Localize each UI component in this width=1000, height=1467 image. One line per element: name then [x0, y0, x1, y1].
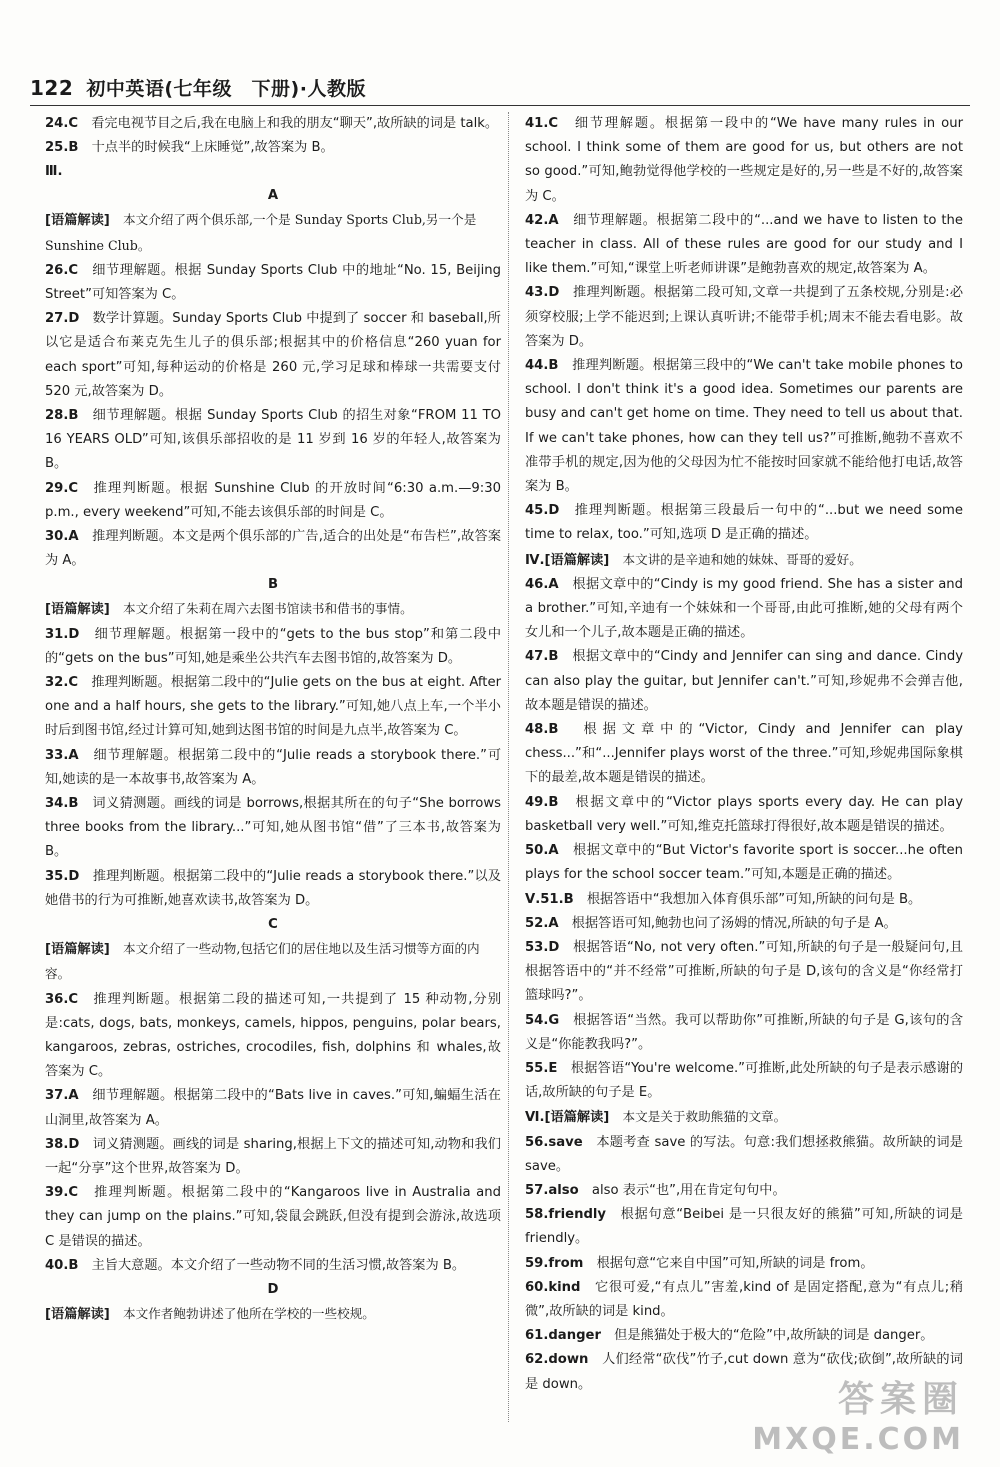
answer-number: 46.A: [525, 576, 559, 592]
answer-explanation: 数学计算题。Sunday Sports Club 中提到了 soccer 和 baseball,所以它是适合布莱克先生儿子的俱乐部;根据其中的价格信息“260 yuan for each sport”可知,每种运动的价格是 260 元,学习足球和棒球一共需要支付 520 元,故答案为 D。: [45, 311, 501, 399]
answer-explanation: 根据文章中的“Cindy is my good friend. She has a sister and a brother.”可知,辛迪有一个妹妹和一个哥哥,由此可推断,她的父母有两个女儿和一个儿子,故本题是正确的描述。: [525, 576, 964, 641]
answer-entry: [45, 1133, 501, 1181]
answer-entry: [525, 573, 963, 646]
answer-explanation: 细节理解题。根据第二段中的“Bats live in caves.”可知,蝙蝠生活在山洞里,故答案为 A。: [45, 1088, 501, 1128]
answer-entry: [525, 1179, 963, 1203]
answer-entry: [525, 912, 963, 936]
answer-entry: [525, 281, 963, 354]
section-letter: D: [267, 1281, 279, 1297]
answer-number: 42.A: [525, 212, 559, 228]
answer-explanation: 但是熊猫处于极大的“危险”中,故所缺的词是 danger。: [614, 1328, 934, 1344]
answer-number: 61.danger: [525, 1328, 601, 1344]
left-column: [45, 112, 501, 1327]
answer-explanation: 人们经常“砍伐”竹子,cut down 意为“砍伐;砍倒”,故所缺的词是 down。: [525, 1352, 963, 1392]
book-title: 初中英语(七年级 下册)·人教版: [86, 78, 366, 100]
answer-number: 38.D: [45, 1136, 80, 1152]
answer-explanation: 细节理解题。根据第二段中的“...and we have to listen to the teacher in class. All of these rules are good for our study and I like them.”可知,“课堂上听老师讲课”是鲍勃喜欢的规定,故答案为 A。: [525, 212, 963, 277]
watermark-cn: 答案圈: [837, 1379, 964, 1420]
answer-number: 49.B: [525, 794, 559, 810]
answer-entry: [525, 1324, 963, 1348]
answer-entry: [45, 1254, 501, 1278]
answer-entry: [525, 112, 963, 209]
answer-explanation: 主旨大意题。本文介绍了一些动物不同的生活习惯,故答案为 B。: [91, 1257, 466, 1273]
answer-entry: [525, 209, 963, 282]
summary-text: 本文介绍了朱莉在周六去图书馆读书和借书的事情。: [123, 601, 413, 617]
answer-entry: [525, 1276, 963, 1324]
passage-summary: [45, 208, 501, 258]
column-divider: [508, 112, 509, 1422]
answer-entry: [45, 671, 501, 744]
answer-explanation: 看完电视节目之后,我在电脑上和我的朋友“聊天”,故所缺的词是 talk。: [91, 116, 499, 131]
summary-text: 本文介绍了两个俱乐部,一个是 Sunday Sports Club,另一个是 Sunshine Club。: [45, 212, 477, 253]
answer-number: 50.A: [525, 843, 559, 859]
answer-explanation: 根据句意“它来自中国”可知,所缺的词是 from。: [596, 1255, 874, 1271]
answer-explanation: 根据文章中的“Victor, Cindy and Jennifer can play chess...”和“...Jennifer plays worst of the three.”可知,珍妮弗国际象棋下的最差,故本题是错误的描述。: [525, 722, 963, 786]
answer-entry: [45, 865, 501, 913]
answer-explanation: 根据答语“No, not very often.”可知,所缺的句子是一般疑问句,且根据答语中的“并不经常”可推断,所缺的句子是 D,该句的含义是“你经常打篮球吗?”。: [525, 939, 963, 1004]
section-letter: B: [267, 577, 279, 593]
summary-tag: [语篇解读]: [45, 602, 110, 618]
answer-explanation: 推理判断题。根据第二段中的“Julie gets on the bus at eight. After one and a half hours, she gets to the library.”可知,她八点上车,一个半小时后到图书馆,经过计算可知,她到达图书馆的时间是九点半,故答案为 C。: [45, 675, 501, 739]
passage-summary: [45, 937, 501, 987]
answer-number: 28.B: [45, 408, 79, 424]
answer-number: 36.C: [45, 991, 79, 1007]
answer-entry: [45, 525, 501, 573]
answer-explanation: 词义猜测题。画线的词是 sharing,根据上下文的描述可知,动物和我们一起“分享”这个世界,故答案为 D。: [45, 1136, 501, 1176]
answer-explanation: 根据文章中的“Cindy and Jennifer can sing and dance. Cindy can also play the guitar, but Jennifer can't.”可知,珍妮弗不会弹吉他,故本题是错误的描述。: [525, 649, 963, 713]
answer-explanation: also 表示“也”,用在肯定句句中。: [591, 1182, 786, 1198]
answer-number: 39.C: [45, 1185, 79, 1201]
summary-text: 本文讲的是辛迪和她的妹妹、哥哥的爱好。: [622, 551, 862, 567]
answer-number: 45.D: [525, 503, 560, 519]
answer-explanation: 根据文章中的“Victor plays sports every day. He can play basketball very well.”可知,维克托篮球打得很好,故本题是错误的描述。: [525, 794, 964, 834]
answer-explanation: 推理判断题。根据第二段中的“Julie reads a storybook there.”以及她借书的行为可推断,她喜欢读书,故答案为 D。: [45, 868, 502, 908]
answer-entry: [525, 1131, 963, 1179]
watermark: [752, 1371, 964, 1457]
answer-entry: [45, 988, 501, 1085]
page-header: [30, 74, 366, 102]
answer-number: 58.friendly: [525, 1207, 607, 1223]
answer-explanation: 推理判断题。根据 Sunshine Club 的开放时间“6:30 a.m.—9:30 p.m., every weekend”可知,不能去该俱乐部的时间是 C。: [45, 480, 501, 520]
section-letter: C: [268, 917, 278, 933]
answer-number: 29.C: [45, 480, 79, 496]
answer-number: 26.C: [45, 262, 79, 278]
answer-explanation: 根据文章中的“But Victor's favorite sport is soccer...he often plays for the school soccer team.”可知,本题是正确的描述。: [525, 843, 963, 883]
answer-entry: [525, 354, 963, 499]
answer-number: 55.E: [525, 1060, 558, 1076]
answer-number: 34.B: [45, 796, 79, 812]
answer-number: Ⅴ.51.B: [525, 891, 574, 907]
page-number: 122: [30, 76, 74, 100]
answer-number: 32.C: [45, 675, 79, 691]
answer-number: 40.B: [45, 1257, 79, 1273]
answer-entry: [525, 839, 963, 887]
answer-explanation: 根据句意“Beibei 是一只很友好的熊猫”可知,所缺的词是 friendly。: [525, 1207, 963, 1247]
answer-entry: [525, 645, 963, 718]
watermark-en: MXQE.COM: [752, 1422, 964, 1457]
answer-explanation: 推理判断题。根据第三段最后一句中的“...but we need some time to relax, too.”可知,选项 D 是正确的描述。: [525, 503, 964, 543]
answer-entry: [45, 477, 501, 525]
answer-explanation: 推理判断题。根据第二段的描述可知,一共提到了 15 种动物,分别是:cats, dogs, bats, monkeys, camels, hippos, penguins, polar bears, kangaroos, zebras, ostriches, crocodiles, fish, dolphins 和 whales,故答案为 C。: [45, 991, 502, 1080]
summary-tag: Ⅵ.[语篇解读]: [525, 1110, 610, 1126]
answer-number: 52.A: [525, 915, 559, 931]
answer-number: 24.C: [45, 116, 79, 131]
right-column: [525, 112, 963, 1397]
answer-entry: [525, 1203, 963, 1251]
answer-number: 59.from: [525, 1255, 584, 1271]
answer-entry: [525, 1057, 963, 1105]
passage-summary: [525, 548, 963, 573]
answer-number: 56.save: [525, 1134, 583, 1150]
answer-entry: [45, 1181, 501, 1254]
answer-explanation: 词义猜测题。画线的词是 borrows,根据其所在的句子“She borrows three books from the library...”可知,她从图书馆“借”了三本书,故答案为 B。: [45, 796, 501, 860]
answer-number: 48.B: [525, 722, 559, 738]
answer-explanation: 细节理解题。根据第二段中的“Julie reads a storybook there.”可知,她读的是一本故事书,故答案为 A。: [45, 747, 502, 787]
answer-entry: [45, 744, 501, 792]
answer-entry: [45, 792, 501, 865]
summary-tag: [语篇解读]: [45, 213, 110, 229]
passage-summary: [525, 1105, 963, 1130]
answer-entry: [45, 623, 501, 671]
answer-number: 43.D: [525, 285, 560, 301]
passage-summary: [45, 1302, 501, 1327]
answer-entry: [525, 791, 963, 839]
answer-explanation: 推理判断题。根据第二段中的“Kangaroos live in Australia and they can jump on the plains.”可知,袋鼠会跳跃,但没有提到会游泳,故选项 C 是错误的描述。: [45, 1185, 501, 1249]
answer-explanation: 推理判断题。根据第二段可知,文章一共提到了五条校规,分别是:必须穿校服;上学不能迟到;上课认真听讲;不能带手机;周末不能去看电影。故答案为 D。: [525, 285, 964, 349]
answer-entry: [525, 1252, 963, 1276]
answer-explanation: 细节理解题。根据第一段中的“We have many rules in our school. I think some of them are good for us, but others are not so good.”可知,鲍勃觉得他学校的一些规定是好的,另一些是不好的,故答案为 C。: [525, 116, 963, 204]
answer-explanation: 根据答语“You're welcome.”可推断,此处所缺的句子是表示感谢的话,故所缺的句子是 E。: [525, 1060, 964, 1101]
answer-explanation: 细节理解题。根据 Sunday Sports Club 的招生对象“FROM 11 TO 16 YEARS OLD”可知,该俱乐部招收的是 11 岁到 16 岁的年轻人,故答案为 B。: [45, 408, 501, 472]
answer-explanation: 根据答语“当然。我可以帮助你”可推断,所缺的句子是 G,该句的含义是“你能教我吗?”。: [525, 1012, 964, 1052]
answer-entry: [525, 936, 963, 1009]
answer-number: 27.D: [45, 311, 80, 327]
answer-number: 54.G: [525, 1012, 560, 1028]
summary-tag: Ⅳ.[语篇解读]: [525, 552, 610, 568]
answer-explanation: 推理判断题。根据第三段中的“We can't take mobile phones to school. I don't think it's a good idea. Sometimes our parents are busy and can't get home on time. They need to tell us about that. If we can't take phones, how can they tell us?”可推断,鲍勃不喜欢不准带手机的规定,因为他的父母因为忙不能按时回家就不能给他打电话,故答案为 B。: [525, 358, 963, 495]
passage-summary: [45, 597, 501, 622]
answer-number: 25.B: [45, 140, 79, 156]
answer-entry: [45, 404, 501, 477]
answer-entry: [45, 259, 501, 307]
part-number: Ⅲ.: [45, 164, 63, 180]
answer-number: 35.D: [45, 868, 80, 884]
answer-entry: [45, 136, 501, 160]
answer-explanation: 细节理解题。根据 Sunday Sports Club 中的地址“No. 15, Beijing Street”可知答案为 C。: [45, 262, 502, 303]
answer-number: 33.A: [45, 747, 79, 763]
answer-explanation: 推理判断题。本文是两个俱乐部的广告,适合的出处是“布告栏”,故答案为 A。: [45, 529, 502, 569]
section-letter: A: [267, 188, 279, 204]
header-rule: [30, 105, 970, 106]
answer-entry: [45, 307, 501, 404]
answer-entry: [525, 888, 963, 912]
answer-number: 31.D: [45, 626, 80, 642]
answer-entry: [525, 1009, 963, 1057]
answer-explanation: 根据答语可知,鲍勃也问了汤姆的情况,所缺的句子是 A。: [571, 915, 897, 931]
summary-tag: [语篇解读]: [45, 1306, 110, 1322]
answer-number: 62.down: [525, 1352, 589, 1368]
answer-explanation: 它很可爱,“有点儿”害羞,kind of 是固定搭配,意为“有点儿;稍微”,故所缺的词是 kind。: [525, 1279, 964, 1319]
answer-explanation: 本题考查 save 的写法。句意:我们想拯救熊猫。故所缺的词是 save。: [525, 1134, 963, 1174]
answer-number: 44.B: [525, 358, 559, 374]
summary-tag: [语篇解读]: [45, 942, 110, 958]
summary-text: 本文作者鲍勃讲述了他所在学校的一些校规。: [123, 1305, 375, 1321]
answer-entry: [45, 1084, 501, 1132]
answer-entry: [525, 718, 963, 791]
summary-text: 本文是关于救助熊猫的文章。: [622, 1109, 787, 1125]
answer-explanation: 细节理解题。根据第一段中的“gets to the bus stop”和第二段中的“gets on the bus”可知,她是乘坐公共汽车去图书馆的,故答案为 D。: [45, 626, 502, 666]
answer-number: 47.B: [525, 649, 559, 665]
answer-number: 37.A: [45, 1088, 79, 1104]
summary-text: 本文介绍了一些动物,包括它们的居住地以及生活习惯等方面的内容。: [45, 941, 480, 982]
answer-number: 60.kind: [525, 1279, 581, 1295]
answer-entry: [45, 112, 501, 136]
answer-explanation: 根据答语中“我想加入体育俱乐部”可知,所缺的问句是 B。: [586, 891, 922, 907]
answer-number: 57.also: [525, 1182, 579, 1198]
answer-entry: [525, 499, 963, 547]
answer-explanation: 十点半的时候我“上床睡觉”,故答案为 B。: [91, 140, 334, 156]
answer-number: 30.A: [45, 529, 79, 545]
answer-number: 53.D: [525, 939, 560, 955]
answer-number: 41.C: [525, 116, 559, 131]
